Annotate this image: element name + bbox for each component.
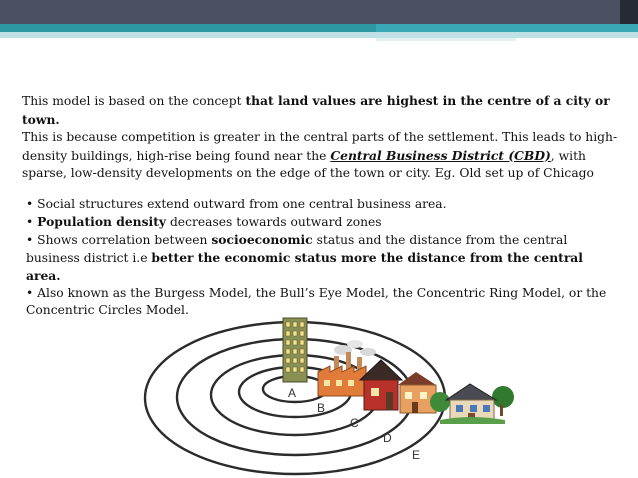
large-house-icon	[430, 384, 514, 424]
intro-text: This is because competition is greater in the central parts of the settlement. This leads to high-density buildings, high-rise being found near the	[22, 130, 618, 163]
cbd-term: Central Business District (CBD)	[330, 147, 551, 163]
suburban-house-icon	[398, 372, 436, 413]
bullet-marker: •	[26, 215, 38, 229]
bullet-text: decreases towards outward zones	[166, 215, 382, 229]
zone-label-e: E	[412, 448, 421, 462]
intro-text: This model is based on the concept	[22, 94, 246, 108]
bullet-item: • Social structures extend outward from one central business area.	[26, 197, 447, 211]
intro-emphasis: that land values are highest in the centre of a city or town.	[22, 93, 610, 127]
bullet-emphasis: socioeconomic	[211, 232, 313, 247]
zone-label-a: A	[288, 386, 297, 400]
zone-label-b: B	[317, 401, 326, 415]
skyscraper-icon	[283, 318, 307, 382]
bullet-item: • Also known as the Burgess Model, the Bull’s Eye Model, the Concentric Ring Model, or the Concentric Circles Model.	[26, 286, 607, 317]
zone-label-d: D	[383, 431, 392, 445]
bullet-emphasis: Population density	[37, 214, 167, 229]
zone-label-c: C	[350, 416, 359, 430]
bullet-emphasis: better the economic status more the distance from the central area.	[26, 250, 583, 283]
bullet-text: • Shows correlation between	[26, 233, 212, 247]
bullet-text: status and the distance from the central business district i.e	[26, 233, 568, 265]
intro-text: , with sparse, low-density developments on the edge of the town or city. Eg. Old set up of Chicago	[22, 148, 594, 180]
